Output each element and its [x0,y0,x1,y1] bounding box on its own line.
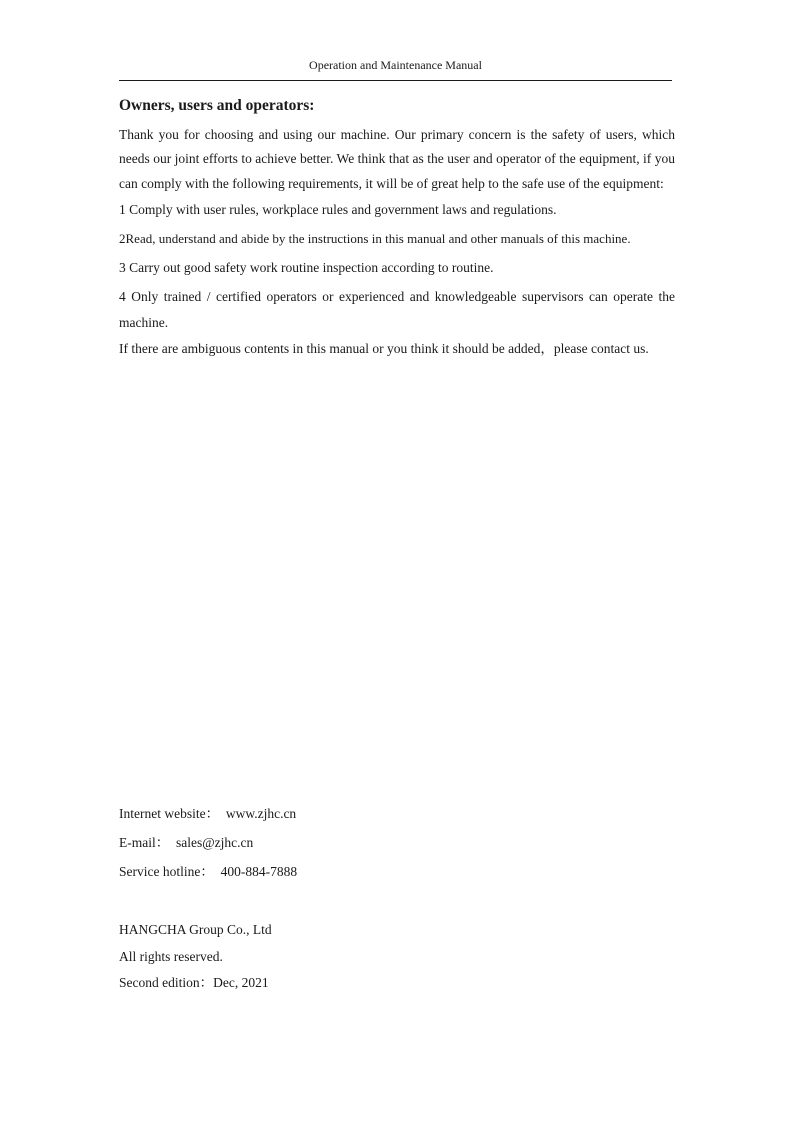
main-content [119,95,675,361]
requirement-item-1: 1 Comply with user rules, workplace rules and government laws and regulations. [119,201,557,217]
header-divider [119,80,672,81]
company-info [119,918,272,998]
contact-info [119,802,297,889]
hotline-line: Service hotline： 400-884-7888 [119,864,298,879]
requirement-item-4: 4 Only trained / certified operators or experienced and knowledgeable supervisors can operate the machine. [119,288,675,330]
requirement-item-2: 2Read, understand and abide by the instructions in this manual and other manuals of this machine. [119,230,631,246]
rights-notice: All rights reserved. [119,948,223,964]
email-line: E-mail： sales@zjhc.cn [119,835,254,850]
edition-line: Second edition：Dec, 2021 [119,975,269,990]
requirement-item-3: 3 Carry out good safety work routine inspection according to routine. [119,259,494,275]
company-name: HANGCHA Group Co., Ltd [119,922,272,937]
page-header: Operation and Maintenance Manual [309,58,482,72]
website-line: Internet website： www.zjhc.cn [119,806,297,821]
section-title: Owners, users and operators: [119,97,315,114]
contact-note: If there are ambiguous contents in this manual or you think it should be added，please contact us. [119,340,649,356]
intro-paragraph: Thank you for choosing and using our machine. Our primary concern is the safety of users, which needs our joint efforts to achieve better. We think that as the user and operator of the equipment, if you can comply with the following requirements, it will be of great help to the safe use of the equipment: [119,127,675,191]
